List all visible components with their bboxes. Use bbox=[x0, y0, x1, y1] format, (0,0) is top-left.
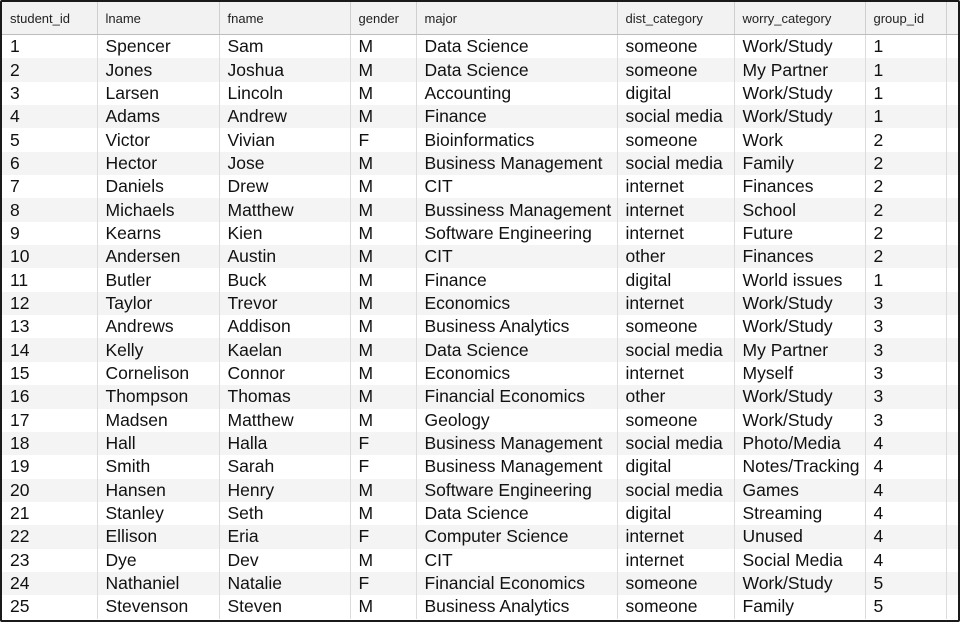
cell-lname[interactable]: Andrews bbox=[97, 315, 219, 338]
cell-lname[interactable]: Dye bbox=[97, 549, 219, 572]
cell-fname[interactable]: Matthew bbox=[219, 198, 350, 221]
cell-worry-category[interactable]: Work/Study bbox=[734, 409, 865, 432]
cell-fname[interactable]: Drew bbox=[219, 175, 350, 198]
cell-student-id[interactable]: 7 bbox=[2, 175, 97, 198]
cell-group-id[interactable]: 2 bbox=[865, 175, 946, 198]
header-row bbox=[2, 2, 960, 35]
cell-student-id[interactable]: 19 bbox=[2, 455, 97, 478]
cell-fname[interactable]: Eria bbox=[219, 525, 350, 548]
table-row[interactable] bbox=[2, 292, 960, 315]
cell-student-id[interactable]: 18 bbox=[2, 432, 97, 455]
cell-gender[interactable]: M bbox=[350, 409, 416, 432]
table-row[interactable] bbox=[2, 58, 960, 81]
table-row[interactable] bbox=[2, 175, 960, 198]
cell-fname[interactable]: Steven bbox=[219, 595, 350, 618]
cell-gender[interactable]: F bbox=[350, 432, 416, 455]
cell-gender[interactable]: M bbox=[350, 82, 416, 105]
cell-gender[interactable]: F bbox=[350, 128, 416, 151]
cell-group-id[interactable]: 5 bbox=[865, 572, 946, 595]
cell-worry-category[interactable]: Myself bbox=[734, 362, 865, 385]
table-row[interactable] bbox=[2, 455, 960, 478]
cell-fname[interactable]: Jose bbox=[219, 152, 350, 175]
cell-fname[interactable]: Buck bbox=[219, 268, 350, 291]
cell-student-id[interactable]: 24 bbox=[2, 572, 97, 595]
cell-fname[interactable]: Austin bbox=[219, 245, 350, 268]
row-filler bbox=[946, 502, 960, 525]
cell-gender[interactable]: F bbox=[350, 525, 416, 548]
cell-dist-category[interactable]: social media bbox=[617, 105, 734, 128]
cell-major[interactable]: Finance bbox=[416, 105, 617, 128]
table-row[interactable] bbox=[2, 432, 960, 455]
cell-major[interactable]: Geology bbox=[416, 409, 617, 432]
cell-student-id[interactable]: 15 bbox=[2, 362, 97, 385]
cell-dist-category[interactable]: social media bbox=[617, 479, 734, 502]
cell-lname[interactable]: Taylor bbox=[97, 292, 219, 315]
cell-dist-category[interactable]: social media bbox=[617, 338, 734, 361]
table-row[interactable] bbox=[2, 315, 960, 338]
row-filler bbox=[946, 479, 960, 502]
cell-dist-category[interactable]: internet bbox=[617, 175, 734, 198]
cell-lname[interactable]: Victor bbox=[97, 128, 219, 151]
cell-lname[interactable]: Nathaniel bbox=[97, 572, 219, 595]
cell-dist-category[interactable]: someone bbox=[617, 35, 734, 59]
cell-student-id[interactable]: 8 bbox=[2, 198, 97, 221]
table-row[interactable] bbox=[2, 128, 960, 151]
table-row[interactable] bbox=[2, 198, 960, 221]
cell-fname[interactable]: Trevor bbox=[219, 292, 350, 315]
column-header-major[interactable]: major bbox=[416, 2, 617, 35]
cell-major[interactable]: Business Management bbox=[416, 455, 617, 478]
cell-fname[interactable]: Connor bbox=[219, 362, 350, 385]
cell-major[interactable]: Computer Science bbox=[416, 525, 617, 548]
cell-lname[interactable]: Adams bbox=[97, 105, 219, 128]
row-filler bbox=[946, 409, 960, 432]
cell-student-id[interactable]: 16 bbox=[2, 385, 97, 408]
column-header-group-id[interactable]: group_id bbox=[865, 2, 946, 35]
row-filler bbox=[946, 525, 960, 548]
cell-group-id[interactable]: 4 bbox=[865, 432, 946, 455]
cell-group-id[interactable]: 2 bbox=[865, 245, 946, 268]
column-header-lname[interactable]: lname bbox=[97, 2, 219, 35]
cell-worry-category[interactable]: Photo/Media bbox=[734, 432, 865, 455]
cell-group-id[interactable]: 4 bbox=[865, 549, 946, 572]
cell-lname[interactable]: Hansen bbox=[97, 479, 219, 502]
cell-lname[interactable]: Larsen bbox=[97, 82, 219, 105]
column-header-gender[interactable]: gender bbox=[350, 2, 416, 35]
cell-group-id[interactable]: 4 bbox=[865, 455, 946, 478]
cell-gender[interactable]: M bbox=[350, 479, 416, 502]
row-filler bbox=[946, 152, 960, 175]
row-filler bbox=[946, 128, 960, 151]
cell-student-id[interactable]: 25 bbox=[2, 595, 97, 618]
cell-major[interactable]: Bioinformatics bbox=[416, 128, 617, 151]
results-table bbox=[2, 2, 960, 619]
cell-fname[interactable]: Dev bbox=[219, 549, 350, 572]
cell-student-id[interactable]: 22 bbox=[2, 525, 97, 548]
cell-dist-category[interactable]: internet bbox=[617, 549, 734, 572]
cell-dist-category[interactable]: internet bbox=[617, 525, 734, 548]
cell-group-id[interactable]: 4 bbox=[865, 479, 946, 502]
header-filler bbox=[946, 2, 960, 35]
row-filler bbox=[946, 315, 960, 338]
cell-major[interactable]: Software Engineering bbox=[416, 479, 617, 502]
table-header bbox=[2, 2, 960, 35]
table-row[interactable] bbox=[2, 409, 960, 432]
cell-group-id[interactable]: 1 bbox=[865, 35, 946, 59]
cell-group-id[interactable]: 1 bbox=[865, 268, 946, 291]
cell-dist-category[interactable]: someone bbox=[617, 572, 734, 595]
cell-lname[interactable]: Michaels bbox=[97, 198, 219, 221]
cell-major[interactable]: Data Science bbox=[416, 338, 617, 361]
cell-gender[interactable]: M bbox=[350, 152, 416, 175]
cell-lname[interactable]: Spencer bbox=[97, 35, 219, 59]
cell-group-id[interactable]: 2 bbox=[865, 152, 946, 175]
table-row[interactable] bbox=[2, 338, 960, 361]
cell-major[interactable]: CIT bbox=[416, 175, 617, 198]
cell-dist-category[interactable]: someone bbox=[617, 58, 734, 81]
cell-lname[interactable]: Hall bbox=[97, 432, 219, 455]
cell-gender[interactable]: M bbox=[350, 292, 416, 315]
cell-fname[interactable]: Kien bbox=[219, 222, 350, 245]
cell-major[interactable]: Data Science bbox=[416, 58, 617, 81]
cell-worry-category[interactable]: Finances bbox=[734, 245, 865, 268]
cell-dist-category[interactable]: someone bbox=[617, 595, 734, 618]
row-filler bbox=[946, 432, 960, 455]
cell-worry-category[interactable]: World issues bbox=[734, 268, 865, 291]
cell-gender[interactable]: M bbox=[350, 175, 416, 198]
cell-dist-category[interactable]: someone bbox=[617, 409, 734, 432]
cell-lname[interactable]: Butler bbox=[97, 268, 219, 291]
cell-worry-category[interactable]: Family bbox=[734, 152, 865, 175]
cell-major[interactable]: Business Analytics bbox=[416, 315, 617, 338]
cell-worry-category[interactable]: Work/Study bbox=[734, 315, 865, 338]
table-row[interactable] bbox=[2, 35, 960, 59]
cell-worry-category[interactable]: Work/Study bbox=[734, 105, 865, 128]
cell-gender[interactable]: M bbox=[350, 595, 416, 618]
cell-dist-category[interactable]: someone bbox=[617, 315, 734, 338]
cell-major[interactable]: Business Management bbox=[416, 152, 617, 175]
table-row[interactable] bbox=[2, 245, 960, 268]
cell-gender[interactable]: M bbox=[350, 35, 416, 59]
cell-dist-category[interactable]: other bbox=[617, 385, 734, 408]
cell-group-id[interactable]: 4 bbox=[865, 525, 946, 548]
cell-fname[interactable]: Andrew bbox=[219, 105, 350, 128]
cell-student-id[interactable]: 11 bbox=[2, 268, 97, 291]
cell-worry-category[interactable]: Work/Study bbox=[734, 35, 865, 59]
cell-gender[interactable]: F bbox=[350, 455, 416, 478]
cell-gender[interactable]: M bbox=[350, 549, 416, 572]
cell-worry-category[interactable]: Notes/Tracking bbox=[734, 455, 865, 478]
cell-group-id[interactable]: 3 bbox=[865, 292, 946, 315]
cell-group-id[interactable]: 5 bbox=[865, 595, 946, 618]
cell-fname[interactable]: Thomas bbox=[219, 385, 350, 408]
cell-lname[interactable]: Hector bbox=[97, 152, 219, 175]
cell-gender[interactable]: M bbox=[350, 315, 416, 338]
cell-group-id[interactable]: 3 bbox=[865, 315, 946, 338]
cell-worry-category[interactable]: Work/Study bbox=[734, 385, 865, 408]
cell-gender[interactable]: M bbox=[350, 502, 416, 525]
column-header-student-id[interactable]: student_id bbox=[2, 2, 97, 35]
cell-major[interactable]: Software Engineering bbox=[416, 222, 617, 245]
row-filler bbox=[946, 58, 960, 81]
cell-gender[interactable]: M bbox=[350, 105, 416, 128]
cell-dist-category[interactable]: digital bbox=[617, 502, 734, 525]
cell-lname[interactable]: Stevenson bbox=[97, 595, 219, 618]
table-row[interactable] bbox=[2, 595, 960, 618]
cell-group-id[interactable]: 1 bbox=[865, 58, 946, 81]
cell-worry-category[interactable]: Future bbox=[734, 222, 865, 245]
cell-dist-category[interactable]: digital bbox=[617, 455, 734, 478]
table-row[interactable] bbox=[2, 502, 960, 525]
cell-major[interactable]: Data Science bbox=[416, 35, 617, 59]
row-filler bbox=[946, 572, 960, 595]
cell-major[interactable]: CIT bbox=[416, 245, 617, 268]
table-row[interactable] bbox=[2, 479, 960, 502]
cell-fname[interactable]: Sam bbox=[219, 35, 350, 59]
cell-lname[interactable]: Thompson bbox=[97, 385, 219, 408]
table-row[interactable] bbox=[2, 549, 960, 572]
cell-worry-category[interactable]: Work bbox=[734, 128, 865, 151]
cell-student-id[interactable]: 14 bbox=[2, 338, 97, 361]
cell-major[interactable]: Financial Economics bbox=[416, 385, 617, 408]
cell-gender[interactable]: M bbox=[350, 268, 416, 291]
cell-dist-category[interactable]: internet bbox=[617, 198, 734, 221]
cell-worry-category[interactable]: Finances bbox=[734, 175, 865, 198]
cell-dist-category[interactable]: other bbox=[617, 245, 734, 268]
cell-fname[interactable]: Henry bbox=[219, 479, 350, 502]
cell-fname[interactable]: Seth bbox=[219, 502, 350, 525]
cell-major[interactable]: Data Science bbox=[416, 502, 617, 525]
cell-student-id[interactable]: 21 bbox=[2, 502, 97, 525]
cell-student-id[interactable]: 9 bbox=[2, 222, 97, 245]
cell-lname[interactable]: Kearns bbox=[97, 222, 219, 245]
cell-lname[interactable]: Andersen bbox=[97, 245, 219, 268]
cell-lname[interactable]: Kelly bbox=[97, 338, 219, 361]
row-filler bbox=[946, 268, 960, 291]
cell-student-id[interactable]: 10 bbox=[2, 245, 97, 268]
cell-dist-category[interactable]: internet bbox=[617, 292, 734, 315]
row-filler bbox=[946, 35, 960, 59]
cell-group-id[interactable]: 3 bbox=[865, 409, 946, 432]
cell-worry-category[interactable]: School bbox=[734, 198, 865, 221]
row-filler bbox=[946, 175, 960, 198]
row-filler bbox=[946, 455, 960, 478]
cell-worry-category[interactable]: My Partner bbox=[734, 338, 865, 361]
cell-worry-category[interactable]: Family bbox=[734, 595, 865, 618]
cell-worry-category[interactable]: Work/Study bbox=[734, 572, 865, 595]
cell-major[interactable]: Financial Economics bbox=[416, 572, 617, 595]
cell-group-id[interactable]: 4 bbox=[865, 502, 946, 525]
cell-group-id[interactable]: 3 bbox=[865, 338, 946, 361]
cell-fname[interactable]: Vivian bbox=[219, 128, 350, 151]
cell-group-id[interactable]: 2 bbox=[865, 198, 946, 221]
row-filler bbox=[946, 549, 960, 572]
cell-fname[interactable]: Matthew bbox=[219, 409, 350, 432]
row-filler bbox=[946, 105, 960, 128]
table-row[interactable] bbox=[2, 152, 960, 175]
cell-major[interactable]: Finance bbox=[416, 268, 617, 291]
cell-dist-category[interactable]: digital bbox=[617, 82, 734, 105]
cell-worry-category[interactable]: Work/Study bbox=[734, 292, 865, 315]
cell-lname[interactable]: Smith bbox=[97, 455, 219, 478]
cell-lname[interactable]: Daniels bbox=[97, 175, 219, 198]
cell-dist-category[interactable]: someone bbox=[617, 128, 734, 151]
row-filler bbox=[946, 198, 960, 221]
row-filler bbox=[946, 292, 960, 315]
cell-group-id[interactable]: 2 bbox=[865, 222, 946, 245]
cell-group-id[interactable]: 1 bbox=[865, 82, 946, 105]
cell-worry-category[interactable]: Work/Study bbox=[734, 82, 865, 105]
cell-fname[interactable]: Halla bbox=[219, 432, 350, 455]
cell-major[interactable]: CIT bbox=[416, 549, 617, 572]
cell-group-id[interactable]: 3 bbox=[865, 385, 946, 408]
cell-group-id[interactable]: 3 bbox=[865, 362, 946, 385]
cell-major[interactable]: Bussiness Management bbox=[416, 198, 617, 221]
cell-gender[interactable]: M bbox=[350, 362, 416, 385]
cell-major[interactable]: Economics bbox=[416, 292, 617, 315]
cell-student-id[interactable]: 17 bbox=[2, 409, 97, 432]
cell-major[interactable]: Business Management bbox=[416, 432, 617, 455]
cell-major[interactable]: Accounting bbox=[416, 82, 617, 105]
cell-worry-category[interactable]: Streaming bbox=[734, 502, 865, 525]
table-row[interactable] bbox=[2, 222, 960, 245]
table-row[interactable] bbox=[2, 572, 960, 595]
table-row[interactable] bbox=[2, 525, 960, 548]
table-row[interactable] bbox=[2, 105, 960, 128]
cell-gender[interactable]: M bbox=[350, 222, 416, 245]
cell-lname[interactable]: Cornelison bbox=[97, 362, 219, 385]
table-body bbox=[2, 35, 960, 619]
row-filler bbox=[946, 338, 960, 361]
cell-student-id[interactable]: 5 bbox=[2, 128, 97, 151]
cell-gender[interactable]: M bbox=[350, 58, 416, 81]
cell-fname[interactable]: Kaelan bbox=[219, 338, 350, 361]
cell-fname[interactable]: Joshua bbox=[219, 58, 350, 81]
table-row[interactable] bbox=[2, 385, 960, 408]
cell-lname[interactable]: Ellison bbox=[97, 525, 219, 548]
cell-major[interactable]: Economics bbox=[416, 362, 617, 385]
cell-dist-category[interactable]: digital bbox=[617, 268, 734, 291]
cell-dist-category[interactable]: social media bbox=[617, 152, 734, 175]
cell-group-id[interactable]: 1 bbox=[865, 105, 946, 128]
cell-gender[interactable]: M bbox=[350, 385, 416, 408]
row-filler bbox=[946, 362, 960, 385]
cell-student-id[interactable]: 23 bbox=[2, 549, 97, 572]
cell-lname[interactable]: Jones bbox=[97, 58, 219, 81]
cell-worry-category[interactable]: Games bbox=[734, 479, 865, 502]
cell-fname[interactable]: Lincoln bbox=[219, 82, 350, 105]
cell-gender[interactable]: M bbox=[350, 198, 416, 221]
cell-student-id[interactable]: 20 bbox=[2, 479, 97, 502]
cell-lname[interactable]: Madsen bbox=[97, 409, 219, 432]
table-row[interactable] bbox=[2, 268, 960, 291]
cell-lname[interactable]: Stanley bbox=[97, 502, 219, 525]
row-filler bbox=[946, 222, 960, 245]
row-filler bbox=[946, 595, 960, 618]
cell-worry-category[interactable]: Social Media bbox=[734, 549, 865, 572]
cell-dist-category[interactable]: internet bbox=[617, 362, 734, 385]
cell-gender[interactable]: M bbox=[350, 245, 416, 268]
cell-fname[interactable]: Sarah bbox=[219, 455, 350, 478]
column-header-dist-category[interactable]: dist_category bbox=[617, 2, 734, 35]
cell-worry-category[interactable]: My Partner bbox=[734, 58, 865, 81]
cell-student-id[interactable]: 6 bbox=[2, 152, 97, 175]
table-row[interactable] bbox=[2, 82, 960, 105]
cell-group-id[interactable]: 2 bbox=[865, 128, 946, 151]
column-header-fname[interactable]: fname bbox=[219, 2, 350, 35]
cell-dist-category[interactable]: internet bbox=[617, 222, 734, 245]
cell-student-id[interactable]: 3 bbox=[2, 82, 97, 105]
cell-student-id[interactable]: 2 bbox=[2, 58, 97, 81]
cell-major[interactable]: Business Analytics bbox=[416, 595, 617, 618]
table-row[interactable] bbox=[2, 362, 960, 385]
column-header-worry-category[interactable]: worry_category bbox=[734, 2, 865, 35]
cell-fname[interactable]: Natalie bbox=[219, 572, 350, 595]
cell-gender[interactable]: M bbox=[350, 338, 416, 361]
row-filler bbox=[946, 385, 960, 408]
cell-fname[interactable]: Addison bbox=[219, 315, 350, 338]
cell-student-id[interactable]: 12 bbox=[2, 292, 97, 315]
row-filler bbox=[946, 82, 960, 105]
cell-worry-category[interactable]: Unused bbox=[734, 525, 865, 548]
cell-dist-category[interactable]: social media bbox=[617, 432, 734, 455]
cell-student-id[interactable]: 4 bbox=[2, 105, 97, 128]
cell-gender[interactable]: F bbox=[350, 572, 416, 595]
cell-student-id[interactable]: 13 bbox=[2, 315, 97, 338]
row-filler bbox=[946, 245, 960, 268]
cell-student-id[interactable]: 1 bbox=[2, 35, 97, 59]
